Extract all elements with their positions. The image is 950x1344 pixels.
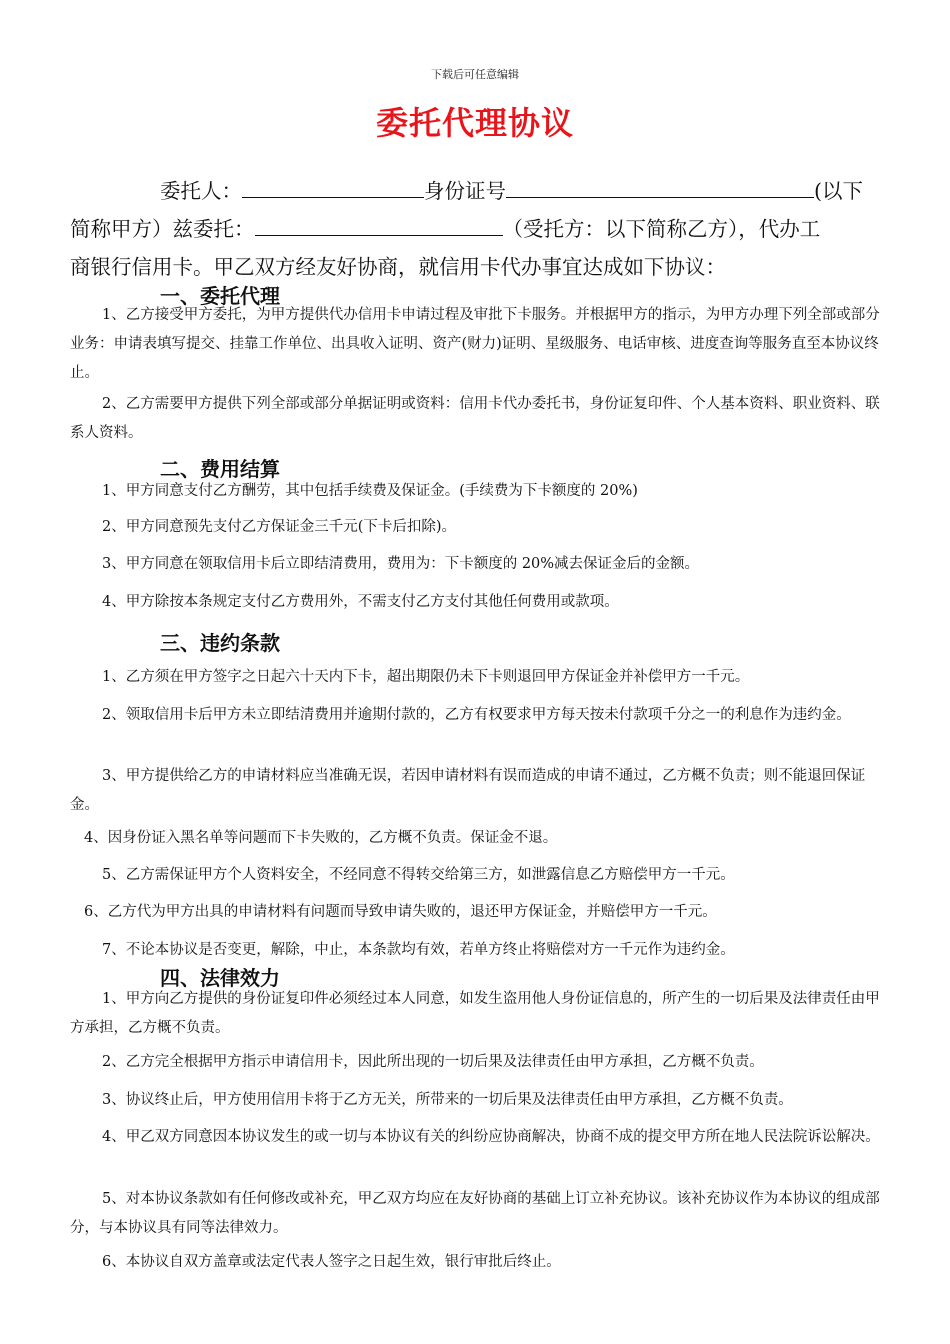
section-heading: 一、委托代理: [160, 284, 280, 308]
header-note: 下载后可任意编辑: [431, 68, 519, 81]
clause-paragraph: 3、甲方同意在领取信用卡后立即结清费用，费用为：下卡额度的 20%减去保证金后的金额。: [102, 556, 700, 572]
section-heading: 四、法律效力: [160, 966, 280, 990]
clause-paragraph: 2、乙方需要甲方提供下列全部或部分单据证明或资料：信用卡代办委托书，身份证复印件、个人基本资料、职业资料、联系人资料。: [70, 396, 880, 441]
agent-name-blank[interactable]: [255, 211, 503, 236]
document-title: 委托代理协议: [375, 104, 574, 142]
clause-paragraph: 5、乙方需保证甲方个人资料安全，不经同意不得转交给第三方，如泄露信息乙方赔偿甲方一千元。: [102, 867, 735, 883]
clause-paragraph: 4、甲乙双方同意因本协议发生的或一切与本协议有关的纠纷应协商解决，协商不成的提交甲方所在地人民法院诉讼解决。: [102, 1129, 880, 1145]
principal-name-blank[interactable]: [242, 173, 424, 198]
intro-line-2: 简称甲方）兹委托： （受托方：以下简称乙方），代办工: [70, 210, 890, 248]
clause-paragraph: 7、不论本协议是否变更，解除，中止，本条款均有效，若单方终止将赔偿对方一千元作为违约金。: [102, 942, 735, 958]
clause-paragraph: 2、甲方同意预先支付乙方保证金三千元(下卡后扣除)。: [102, 519, 457, 535]
section-heading: 二、费用结算: [160, 457, 280, 481]
clause-paragraph: 3、协议终止后，甲方使用信用卡将于乙方无关，所带来的一切后果及法律责任由甲方承担，乙方概不负责。: [102, 1092, 793, 1108]
clause-paragraph: 2、乙方完全根据甲方指示申请信用卡，因此所出现的一切后果及法律责任由甲方承担，乙方概不负责。: [102, 1054, 764, 1070]
clause-paragraph: 5、对本协议条款如有任何修改或补充，甲乙双方均应在友好协商的基础上订立补充协议。该补充协议作为本协议的组成部分，与本协议具有同等法律效力。: [70, 1191, 880, 1236]
clause-paragraph: 4、甲方除按本条规定支付乙方费用外，不需支付乙方支付其他任何费用或款项。: [102, 594, 619, 610]
clause-paragraph: 1、乙方须在甲方签字之日起六十天内下卡，超出期限仍未下卡则退回甲方保证金并补偿甲方一千元。: [102, 669, 750, 685]
id-number-label: 身份证号: [424, 179, 506, 203]
clause-paragraph: 2、领取信用卡后甲方未立即结清费用并逾期付款的，乙方有权要求甲方每天按未付款项千分之一的利息作为违约金。: [102, 707, 851, 723]
clause-paragraph: 6、本协议自双方盖章或法定代表人签字之日起生效，银行审批后终止。: [102, 1254, 561, 1270]
clause-paragraph: 3、甲方提供给乙方的申请材料应当准确无误，若因申请材料有误而造成的申请不通过，乙方概不负责；则不能退回保证金。: [70, 768, 866, 813]
section-heading: 三、违约条款: [160, 631, 280, 655]
clause-paragraph: 4、因身份证入黑名单等问题而下卡失败的，乙方概不负责。保证金不退。: [84, 830, 558, 846]
clause-paragraph: 1、甲方向乙方提供的身份证复印件必须经过本人同意，如发生盗用他人身份证信息的，所产生的一切后果及法律责任由甲方承担，乙方概不负责。: [70, 991, 880, 1036]
intro-line-3: 商银行信用卡。甲乙双方经友好协商，就信用卡代办事宜达成如下协议：: [70, 255, 726, 279]
clause-paragraph: 6、乙方代为甲方出具的申请材料有问题而导致申请失败的，退还甲方保证金，并赔偿甲方一千元。: [84, 904, 717, 920]
clause-paragraph: 1、甲方同意支付乙方酬劳，其中包括手续费及保证金。(手续费为下卡额度的 20%): [102, 483, 638, 499]
intro-line-1: 委托人： 身份证号 (以下: [160, 172, 890, 210]
clause-paragraph: 1、乙方接受甲方委托，为甲方提供代办信用卡申请过程及审批下卡服务。并根据甲方的指示，为甲方办理下列全部或部分业务：申请表填写提交、挂靠工作单位、出具收入证明、资产(财力)证明、星级服务、电话审核、进度查询等服务直至本协议终止。: [70, 307, 880, 381]
principal-label: 委托人：: [160, 179, 242, 203]
id-number-blank[interactable]: [506, 173, 814, 198]
